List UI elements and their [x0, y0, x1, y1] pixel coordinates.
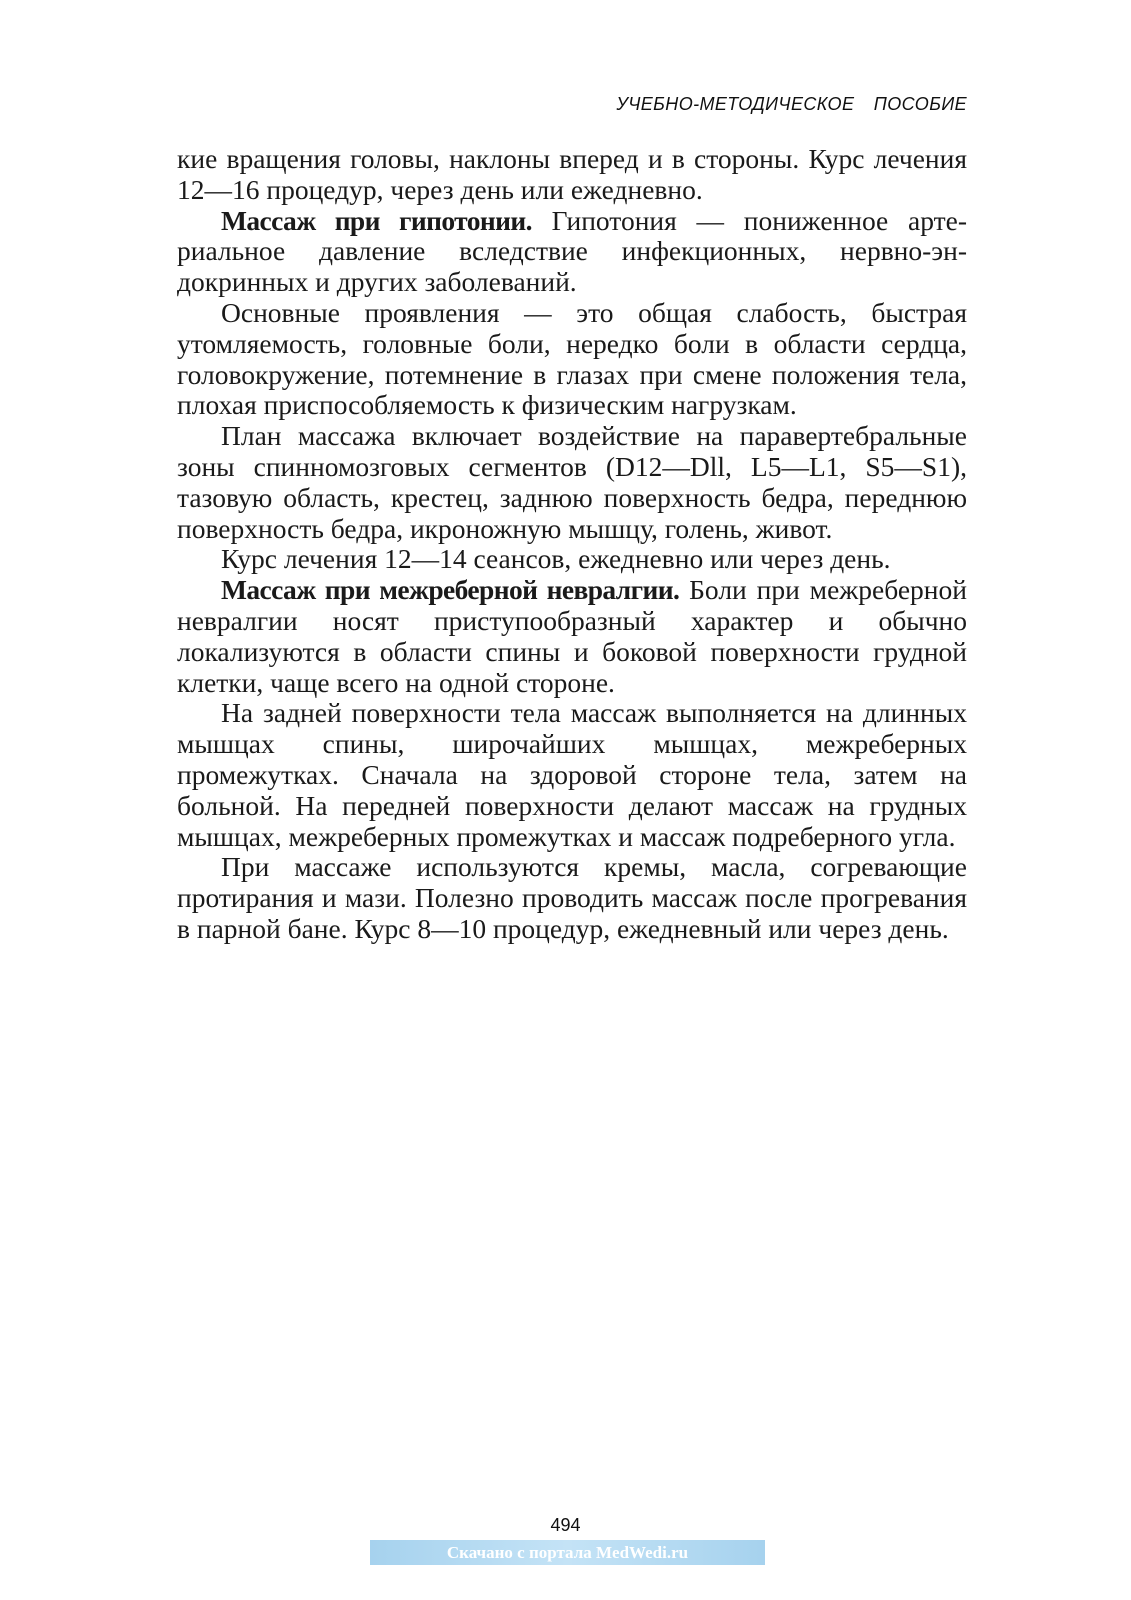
- section-heading-hypotension: Массаж при гипотонии.: [221, 204, 532, 236]
- download-banner: Скачано с портала MedWedi.ru: [370, 1540, 765, 1565]
- section-heading-neuralgia: Массаж при межреберной невралгии.: [221, 574, 680, 606]
- paragraph-continuation: кие вращения головы, наклоны вперед и в стороны. Курс лечения 12—16 процедур, через день или ежедневно.: [177, 143, 967, 205]
- paragraph-symptoms: Основные проявления — это общая слабость, быстрая утомляемость, головные боли, нередко боли в области сердца, головокружение, потемнение в глазах при смене положения тела, плохая приспособляемость к физическим нагрузкам.: [177, 296, 967, 421]
- main-text: [177, 144, 967, 945]
- running-head: УЧЕБНО-МЕТОДИЧЕСКОЕ ПОСОБИЕ: [616, 94, 967, 114]
- paragraph-hypotension-text: Гипотония — пониженное артериальное давление вследствие инфекционных, нервно-эндокринных и других заболеваний.: [177, 204, 967, 298]
- paragraph-neuralgia-text: Боли при межреберной невралгии носят приступообразный характер и обычно локализуются в области спины и боковой поверхности грудной клетки, чаще всего на одной стороне.: [177, 574, 967, 698]
- paragraph-course: Курс лечения 12—14 сеансов, ежедневно или через день.: [221, 543, 891, 575]
- paragraph-neuralgia: [177, 575, 967, 698]
- paragraph-creams: При массаже используются кремы, масла, согревающие протирания и мази. Полезно проводить массаж после прогревания в парной бане. Курс 8—10 процедур, ежедневный или через день.: [177, 851, 967, 944]
- paragraph-hypotension: [177, 206, 967, 298]
- paragraph-massage-plan: План массажа включает воздействие на паравертебральные зоны спинномозговых сегментов (D12—Dll, L5—L1, S5—S1), тазовую область, крестец, заднюю поверхность бедра, переднюю поверхность бедра, икроножную мышцу, голень, живот.: [177, 420, 967, 544]
- page-number: 494: [550, 1515, 581, 1535]
- paragraph-back-massage: На задней поверхности тела массаж выполняется на длинных мышцах спины, широчайших мышцах, межреберных промежутках. Сначала на здоровой стороне тела, затем на больной. На передней поверхности делают массаж на грудных мышцах, межреберных промежутках и массаж подреберного угла.: [177, 697, 967, 852]
